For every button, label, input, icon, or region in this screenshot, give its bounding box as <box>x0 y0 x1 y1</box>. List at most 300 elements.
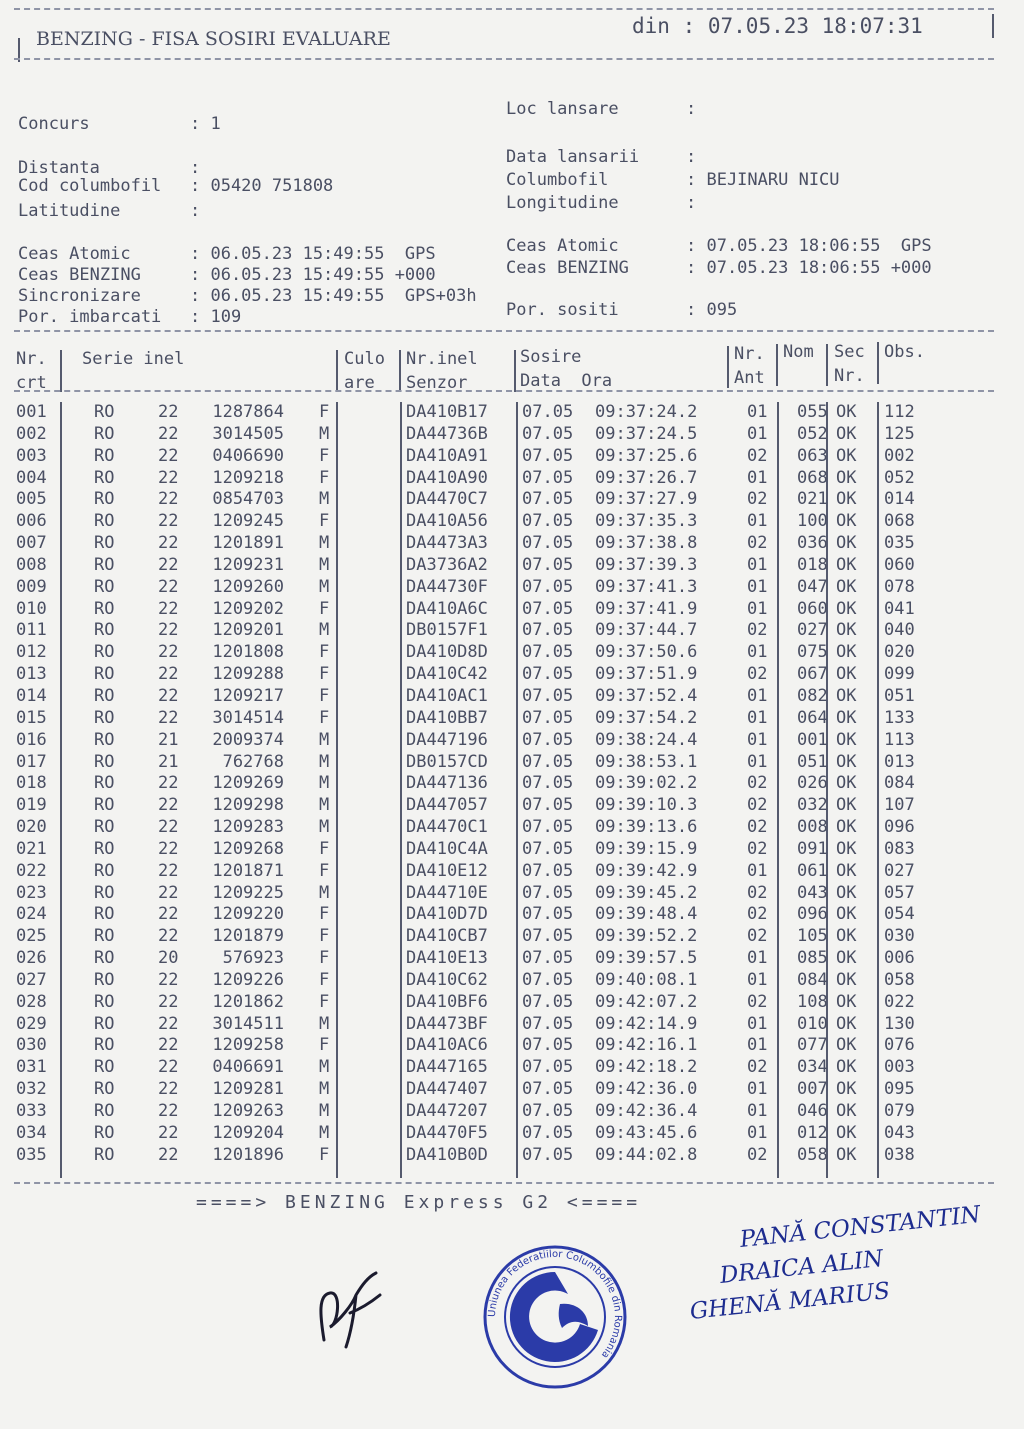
sensor-id: DA410B0D <box>406 1144 488 1165</box>
sec-status: OK <box>836 1122 857 1143</box>
nr-ant: 01 <box>747 751 768 772</box>
col-sep <box>776 344 778 386</box>
ceas-benzing-end: Ceas BENZING : 07.05.23 18:06:55 +000 <box>506 258 932 278</box>
country-code: RO <box>94 751 115 772</box>
ring-number: 1209258 <box>212 1035 284 1056</box>
arrival-time: 09:39:15.9 <box>595 838 698 859</box>
sec-status: OK <box>836 664 857 685</box>
table-row <box>14 642 994 664</box>
ring-year: 22 <box>158 991 179 1012</box>
obs-number: 006 <box>884 948 915 969</box>
arrival-date: 07.05 <box>522 445 574 466</box>
table-row <box>14 883 994 905</box>
row-number: 010 <box>16 598 47 619</box>
sec-status: OK <box>836 1057 857 1078</box>
sensor-id: DA410A6C <box>406 598 488 619</box>
nom-number: 046 <box>797 1101 828 1121</box>
sensor-id: DA4470C7 <box>406 489 488 510</box>
sex: M <box>319 1013 330 1034</box>
ring-year: 21 <box>158 729 179 750</box>
country-code: RO <box>94 533 115 554</box>
table-row <box>14 555 994 577</box>
row-number: 033 <box>16 1101 47 1121</box>
nom-number: 068 <box>797 467 828 488</box>
col-sosire: Sosire Data Ora <box>520 347 613 391</box>
nr-ant: 02 <box>747 1057 768 1078</box>
col-sep <box>514 350 516 392</box>
sex: F <box>319 642 330 663</box>
obs-number: 112 <box>884 402 915 422</box>
nr-ant: 02 <box>747 445 768 466</box>
ring-number: 1209204 <box>212 1122 284 1143</box>
arrival-date: 07.05 <box>522 991 574 1012</box>
nom-number: 058 <box>797 1144 828 1165</box>
ring-year: 22 <box>158 773 179 794</box>
arrival-time: 09:37:41.3 <box>595 576 698 597</box>
obs-number: 027 <box>884 860 915 881</box>
sec-status: OK <box>836 1079 857 1100</box>
sensor-id: DA4470F5 <box>406 1122 488 1143</box>
nr-ant: 02 <box>747 664 768 685</box>
ring-year: 22 <box>158 423 179 444</box>
nom-number: 077 <box>797 1035 828 1056</box>
sensor-id: DB0157F1 <box>406 620 488 641</box>
cod-columbofil-row: Cod columbofil : 05420 751808 <box>18 176 334 196</box>
arrival-date: 07.05 <box>522 467 574 488</box>
obs-number: 013 <box>884 751 915 772</box>
arrival-date: 07.05 <box>522 489 574 510</box>
country-code: RO <box>94 1013 115 1034</box>
nr-ant: 01 <box>747 860 768 881</box>
nr-ant: 01 <box>747 423 768 444</box>
ring-year: 22 <box>158 838 179 859</box>
ring-number: 762768 <box>222 751 284 772</box>
col-culoare: Culo are <box>344 349 385 393</box>
arrival-time: 09:39:52.2 <box>595 926 698 947</box>
arrival-time: 09:37:52.4 <box>595 685 698 706</box>
country-code: RO <box>94 467 115 488</box>
sensor-id: DA410C4A <box>406 838 488 859</box>
arrival-date: 07.05 <box>522 1144 574 1165</box>
ring-number: 1209281 <box>212 1079 284 1100</box>
arrival-date: 07.05 <box>522 795 574 816</box>
ring-year: 22 <box>158 467 179 488</box>
row-number: 029 <box>16 1013 47 1034</box>
ring-year: 22 <box>158 642 179 663</box>
por-imbarcati-row: Por. imbarcati : 109 <box>18 307 242 327</box>
country-code: RO <box>94 904 115 925</box>
nom-number: 064 <box>797 707 828 728</box>
table-row <box>14 904 994 926</box>
ring-number: 1209245 <box>212 511 284 532</box>
nr-ant: 02 <box>747 926 768 947</box>
ring-year: 22 <box>158 1035 179 1056</box>
sec-status: OK <box>836 860 857 881</box>
sex: M <box>319 489 330 510</box>
nr-ant: 02 <box>747 773 768 794</box>
ring-year: 22 <box>158 969 179 990</box>
sec-status: OK <box>836 751 857 772</box>
ring-year: 22 <box>158 1079 179 1100</box>
distanta-row: Distanta : <box>18 158 201 178</box>
federation-stamp <box>480 1242 630 1392</box>
sex: M <box>319 620 330 641</box>
ring-number: 1209225 <box>212 882 284 903</box>
top-divider <box>14 8 994 10</box>
nom-number: 026 <box>797 773 828 794</box>
ring-number: 0406691 <box>212 1057 284 1078</box>
arrival-time: 09:39:42.9 <box>595 860 698 881</box>
obs-number: 083 <box>884 838 915 859</box>
sec-status: OK <box>836 598 857 619</box>
table-row <box>14 424 994 446</box>
sex: F <box>319 467 330 488</box>
sec-status: OK <box>836 467 857 488</box>
ring-number: 0854703 <box>212 489 284 510</box>
nr-ant: 01 <box>747 1122 768 1143</box>
loc-lansare-row: Loc lansare : <box>506 99 697 119</box>
country-code: RO <box>94 1035 115 1056</box>
table-row <box>14 773 994 795</box>
nr-ant: 01 <box>747 707 768 728</box>
ring-year: 22 <box>158 402 179 422</box>
arrival-date: 07.05 <box>522 838 574 859</box>
table-row <box>14 1035 994 1057</box>
sec-status: OK <box>836 729 857 750</box>
nom-number: 100 <box>797 511 828 532</box>
sensor-id: DA4470C1 <box>406 817 488 838</box>
handwritten-names <box>680 1201 982 1330</box>
sec-status: OK <box>836 773 857 794</box>
sex: F <box>319 860 330 881</box>
arrival-date: 07.05 <box>522 576 574 597</box>
ring-number: 1209226 <box>212 969 284 990</box>
nom-number: 047 <box>797 576 828 597</box>
ring-year: 22 <box>158 926 179 947</box>
row-number: 004 <box>16 467 47 488</box>
arrival-date: 07.05 <box>522 598 574 619</box>
ring-year: 22 <box>158 1013 179 1034</box>
nr-ant: 01 <box>747 1035 768 1056</box>
sex: M <box>319 773 330 794</box>
table-row <box>14 970 994 992</box>
table-row <box>14 992 994 1014</box>
sensor-id: DA410AC1 <box>406 685 488 706</box>
arrival-date: 07.05 <box>522 904 574 925</box>
col-nom: Nom <box>783 342 814 362</box>
obs-number: 054 <box>884 904 915 925</box>
nr-ant: 01 <box>747 467 768 488</box>
country-code: RO <box>94 729 115 750</box>
sex: F <box>319 1144 330 1165</box>
arrival-time: 09:43:45.6 <box>595 1122 698 1143</box>
ring-number: 1201891 <box>212 533 284 554</box>
row-number: 022 <box>16 860 47 881</box>
table-row <box>14 533 994 555</box>
sec-status: OK <box>836 402 857 422</box>
sec-status: OK <box>836 554 857 575</box>
nr-ant: 02 <box>747 1144 768 1165</box>
ring-number: 1209268 <box>212 838 284 859</box>
ring-year: 20 <box>158 948 179 969</box>
sex: F <box>319 511 330 532</box>
ring-year: 22 <box>158 1101 179 1121</box>
arrival-date: 07.05 <box>522 969 574 990</box>
row-number: 026 <box>16 948 47 969</box>
arrival-time: 09:37:24.2 <box>595 402 698 422</box>
sensor-id: DA44730F <box>406 576 488 597</box>
table-row <box>14 861 994 883</box>
sensor-id: DA410A91 <box>406 445 488 466</box>
ring-number: 1209288 <box>212 664 284 685</box>
nr-ant: 02 <box>747 489 768 510</box>
handwritten-name: GHENĂ MARIUS <box>688 1278 892 1325</box>
nr-ant: 01 <box>747 948 768 969</box>
row-number: 001 <box>16 402 47 422</box>
row-number: 023 <box>16 882 47 903</box>
col-nr-crt: Nr. crt <box>16 349 47 393</box>
row-number: 021 <box>16 838 47 859</box>
table-row <box>14 1145 994 1167</box>
ring-number: 1201862 <box>212 991 284 1012</box>
arrival-time: 09:39:48.4 <box>595 904 698 925</box>
obs-number: 051 <box>884 685 915 706</box>
country-code: RO <box>94 554 115 575</box>
nr-ant: 01 <box>747 729 768 750</box>
sex: F <box>319 402 330 422</box>
col-obs: Obs. <box>884 342 925 362</box>
arrival-date: 07.05 <box>522 1057 574 1078</box>
obs-number: 002 <box>884 445 915 466</box>
sec-status: OK <box>836 882 857 903</box>
arrival-time: 09:39:02.2 <box>595 773 698 794</box>
ring-number: 1209269 <box>212 773 284 794</box>
por-sositi-row: Por. sositi : 095 <box>506 300 738 320</box>
sec-status: OK <box>836 445 857 466</box>
arrival-time: 09:37:27.9 <box>595 489 698 510</box>
arrival-date: 07.05 <box>522 860 574 881</box>
arrival-date: 07.05 <box>522 1079 574 1100</box>
arrival-time: 09:37:26.7 <box>595 467 698 488</box>
ring-number: 1209201 <box>212 620 284 641</box>
table-bottom-divider <box>14 1182 994 1184</box>
sec-status: OK <box>836 489 857 510</box>
country-code: RO <box>94 576 115 597</box>
sec-status: OK <box>836 533 857 554</box>
col-sep <box>727 346 729 388</box>
obs-number: 041 <box>884 598 915 619</box>
sensor-id: DA4473BF <box>406 1013 488 1034</box>
col-sep <box>60 350 62 392</box>
sec-status: OK <box>836 991 857 1012</box>
nr-ant: 01 <box>747 1079 768 1100</box>
row-number: 024 <box>16 904 47 925</box>
arrival-date: 07.05 <box>522 1013 574 1034</box>
country-code: RO <box>94 664 115 685</box>
table-row <box>14 1123 994 1145</box>
sec-status: OK <box>836 1101 857 1121</box>
sensor-id: DA410D7D <box>406 904 488 925</box>
nom-number: 096 <box>797 904 828 925</box>
arrival-date: 07.05 <box>522 402 574 422</box>
row-number: 003 <box>16 445 47 466</box>
table-row <box>14 1079 994 1101</box>
sensor-id: DA410BF6 <box>406 991 488 1012</box>
sex: F <box>319 926 330 947</box>
sex: M <box>319 554 330 575</box>
ring-number: 3014505 <box>212 423 284 444</box>
sex: F <box>319 664 330 685</box>
concurs-row: Concurs : 1 <box>18 114 221 134</box>
page-title: BENZING - FISA SOSIRI EVALUARE <box>36 28 391 50</box>
nom-number: 063 <box>797 445 828 466</box>
arrival-date: 07.05 <box>522 773 574 794</box>
sensor-id: DA410D8D <box>406 642 488 663</box>
arrival-time: 09:38:53.1 <box>595 751 698 772</box>
sensor-id: DA410E13 <box>406 948 488 969</box>
sex: F <box>319 838 330 859</box>
table-row <box>14 817 994 839</box>
country-code: RO <box>94 882 115 903</box>
sec-status: OK <box>836 1144 857 1165</box>
ring-number: 1209260 <box>212 576 284 597</box>
footer-banner: ====> BENZING Express G2 <==== <box>196 1192 642 1213</box>
arrival-time: 09:37:54.2 <box>595 707 698 728</box>
sec-status: OK <box>836 707 857 728</box>
obs-number: 030 <box>884 926 915 947</box>
arrival-time: 09:37:41.9 <box>595 598 698 619</box>
arrival-date: 07.05 <box>522 1101 574 1121</box>
row-number: 012 <box>16 642 47 663</box>
ring-number: 1287864 <box>212 402 284 422</box>
nr-ant: 01 <box>747 554 768 575</box>
sex: F <box>319 969 330 990</box>
sincronizare-row: Sincronizare : 06.05.23 15:49:55 GPS+03h <box>18 286 477 306</box>
svg-text:Uniunea Federatiilor Columbofi: Uniunea Federatiilor Columbofile din Romania <box>486 1248 624 1361</box>
table-row <box>14 1057 994 1079</box>
nom-number: 018 <box>797 554 828 575</box>
sensor-id: DA447165 <box>406 1057 488 1078</box>
ring-number: 1209263 <box>212 1101 284 1121</box>
sensor-id: DA44736B <box>406 423 488 444</box>
obs-number: 125 <box>884 423 915 444</box>
arrival-date: 07.05 <box>522 926 574 947</box>
table-top-divider <box>14 330 994 332</box>
ring-year: 22 <box>158 904 179 925</box>
arrival-date: 07.05 <box>522 664 574 685</box>
obs-number: 057 <box>884 882 915 903</box>
arrival-date: 07.05 <box>522 751 574 772</box>
col-sep <box>877 342 879 384</box>
row-number: 009 <box>16 576 47 597</box>
header-bottom-divider <box>14 390 994 392</box>
sex: M <box>319 1079 330 1100</box>
table-row <box>14 730 994 752</box>
ring-year: 22 <box>158 445 179 466</box>
col-sep <box>336 350 338 392</box>
table-row <box>14 686 994 708</box>
sec-status: OK <box>836 838 857 859</box>
sensor-id: DA410CB7 <box>406 926 488 947</box>
print-date: din : 07.05.23 18:07:31 <box>632 14 923 38</box>
signature-mark <box>310 1265 390 1355</box>
nom-number: 008 <box>797 817 828 838</box>
sensor-id: DA410AC6 <box>406 1035 488 1056</box>
table-row <box>14 489 994 511</box>
row-number: 020 <box>16 817 47 838</box>
country-code: RO <box>94 1144 115 1165</box>
sec-status: OK <box>836 620 857 641</box>
obs-number: 014 <box>884 489 915 510</box>
nr-ant: 02 <box>747 620 768 641</box>
obs-number: 040 <box>884 620 915 641</box>
ring-number: 1209220 <box>212 904 284 925</box>
obs-number: 058 <box>884 969 915 990</box>
sex: M <box>319 1122 330 1143</box>
obs-number: 133 <box>884 707 915 728</box>
ring-number: 1209283 <box>212 817 284 838</box>
handwritten-name: DRAICA ALIN <box>718 1245 885 1289</box>
sex: F <box>319 1035 330 1056</box>
sex: F <box>319 904 330 925</box>
arrival-time: 09:39:10.3 <box>595 795 698 816</box>
obs-number: 107 <box>884 795 915 816</box>
handwritten-name: PANĂ CONSTANTIN <box>738 1201 982 1253</box>
sec-status: OK <box>836 1013 857 1034</box>
ring-number: 1201808 <box>212 642 284 663</box>
table-row <box>14 839 994 861</box>
country-code: RO <box>94 1057 115 1078</box>
nr-ant: 02 <box>747 533 768 554</box>
ring-year: 22 <box>158 795 179 816</box>
arrival-time: 09:42:36.0 <box>595 1079 698 1100</box>
ring-number: 1209202 <box>212 598 284 619</box>
row-number: 034 <box>16 1122 47 1143</box>
obs-number: 052 <box>884 467 915 488</box>
header-divider <box>14 58 994 60</box>
col-nr-ant: Nr. Ant <box>734 344 765 388</box>
ring-year: 22 <box>158 860 179 881</box>
ring-year: 21 <box>158 751 179 772</box>
obs-number: 095 <box>884 1079 915 1100</box>
obs-number: 003 <box>884 1057 915 1078</box>
arrival-date: 07.05 <box>522 948 574 969</box>
country-code: RO <box>94 948 115 969</box>
arrival-time: 09:37:44.7 <box>595 620 698 641</box>
country-code: RO <box>94 838 115 859</box>
table-row <box>14 599 994 621</box>
obs-number: 038 <box>884 1144 915 1165</box>
table-row <box>14 446 994 468</box>
ring-year: 22 <box>158 685 179 706</box>
obs-number: 068 <box>884 511 915 532</box>
table-row <box>14 926 994 948</box>
nom-number: 061 <box>797 860 828 881</box>
row-number: 017 <box>16 751 47 772</box>
sensor-id: DA447196 <box>406 729 488 750</box>
table-row <box>14 511 994 533</box>
sec-status: OK <box>836 511 857 532</box>
row-number: 019 <box>16 795 47 816</box>
sensor-id: DA410C62 <box>406 969 488 990</box>
sex: F <box>319 685 330 706</box>
sensor-id: DA3736A2 <box>406 554 488 575</box>
row-number: 028 <box>16 991 47 1012</box>
sensor-id: DA447136 <box>406 773 488 794</box>
row-number: 030 <box>16 1035 47 1056</box>
sex: M <box>319 1101 330 1121</box>
nr-ant: 02 <box>747 838 768 859</box>
